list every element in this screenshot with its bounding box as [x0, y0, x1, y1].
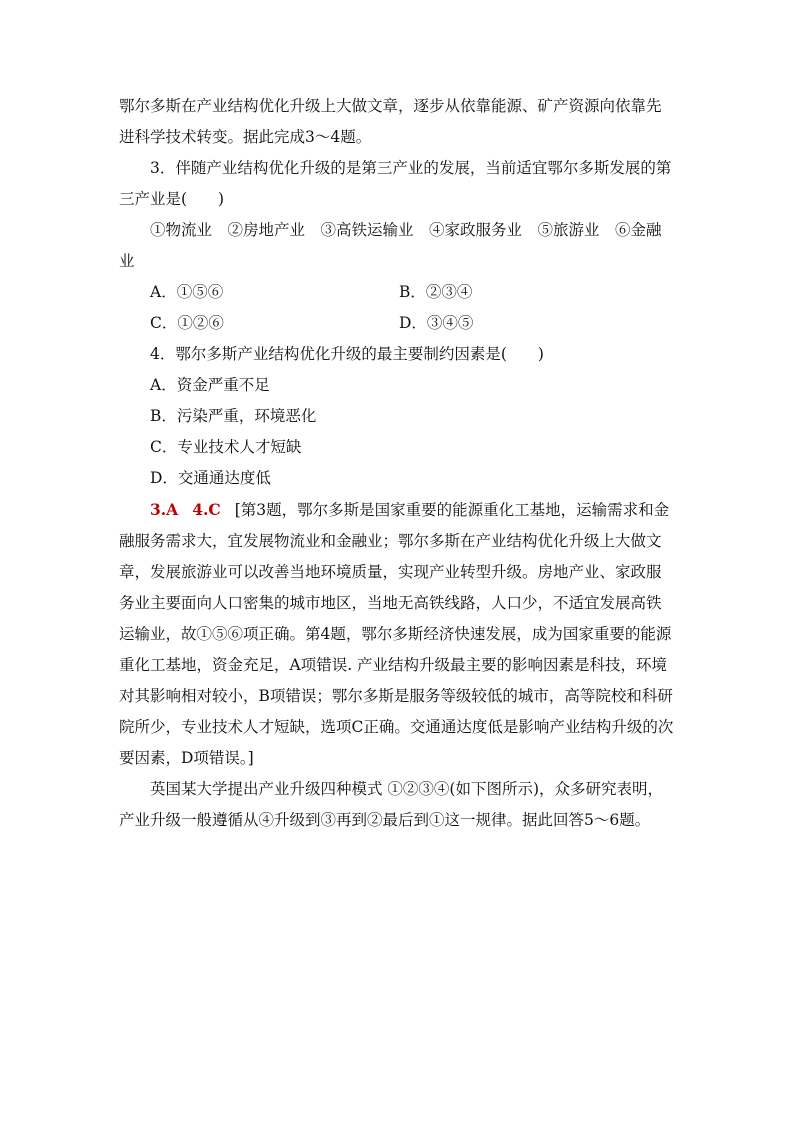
question-3-options-row-1	[119, 277, 675, 308]
question-4-option-d: D．交通通达度低	[150, 469, 271, 487]
question-4-option-b: B．污染严重，环境恶化	[150, 407, 317, 425]
question-3-option-c: C．①②⑥	[150, 314, 224, 332]
next-section-intro: 英国某大学提出产业升级四种模式 ①②③④(如下图所示)，众多研究表明，产业升级一般遵循从④升级到③再到②最后到①这一规律。据此回答5～6题。	[119, 780, 664, 829]
question-4-option-c: C．专业技术人才短缺	[150, 438, 302, 456]
answer-4: 4.C	[192, 500, 221, 519]
question-4-stem: 4．鄂尔多斯产业结构优化升级的最主要制约因素是( )	[150, 345, 544, 363]
answer-explanation-block	[119, 494, 675, 774]
question-3-items: ①物流业 ②房地产业 ③高铁运输业 ④家政服务业 ⑤旅游业 ⑥金融业	[119, 221, 662, 270]
question-3-option-b: B．②③④	[399, 283, 473, 301]
question-3-option-a: A．①⑤⑥	[150, 283, 224, 301]
question-3-option-d: D．③④⑤	[399, 314, 474, 332]
answer-explanation: [第3题，鄂尔多斯是国家重要的能源重化工基地，运输需求和金融服务需求大，宜发展物流业和金融业；鄂尔多斯在产业结构优化升级上大做文章，发展旅游业可以改善当地环境质量，实现产业转型升级。房地产业、家政服务业主要面向人口密集的城市地区，当地无高铁线路，人口少，不适宜发展高铁运输业，故①⑤⑥项正确。第4题，鄂尔多斯经济快速发展，成为国家重要的能源重化工基地，资金充足，A项错误. 产业结构升级最主要的影响因素是科技，环境对其影响相对较小，B项错误；鄂尔多斯是服务等级较低的城市，高等院校和科研院所少，专业技术人才短缺，选项C正确。交通通达度低是影响产业结构升级的次要因素，D项错误。]	[119, 501, 674, 767]
answer-3: 3.A	[150, 500, 179, 519]
question-3-options-row-2	[119, 308, 675, 339]
document-body	[119, 91, 675, 836]
question-3-stem: 3．伴随产业结构优化升级的是第三产业的发展，当前适宜鄂尔多斯发展的第三产业是( )	[119, 159, 672, 208]
intro-paragraph: 鄂尔多斯在产业结构优化升级上大做文章，逐步从依靠能源、矿产资源向依靠先进科学技术转变。据此完成3～4题。	[119, 97, 662, 146]
question-4-option-a: A．资金严重不足	[150, 376, 270, 394]
